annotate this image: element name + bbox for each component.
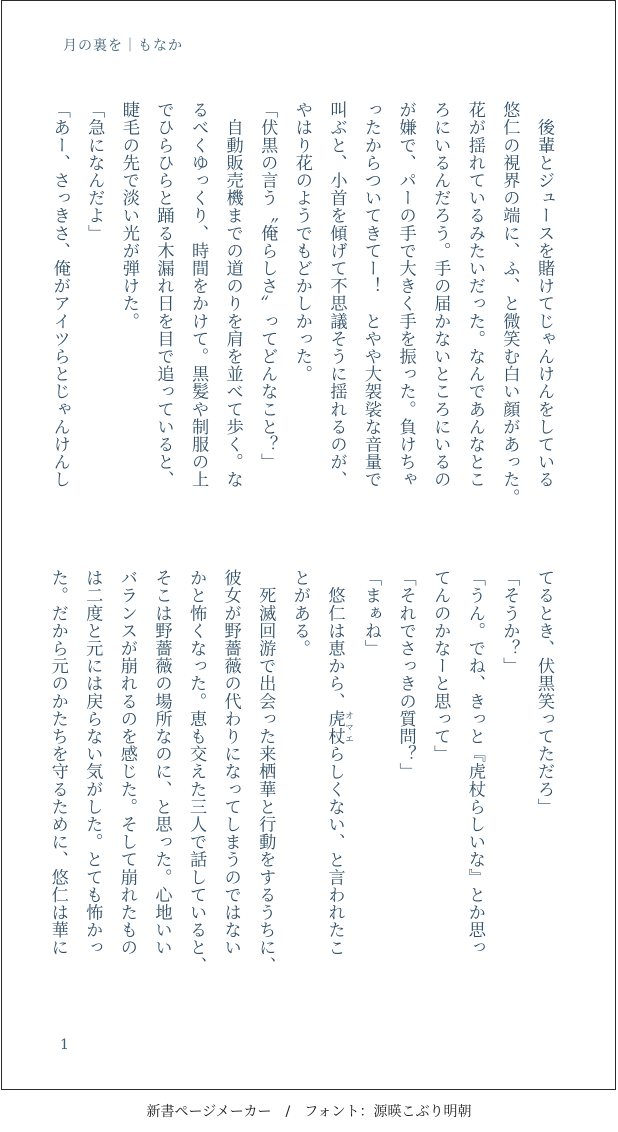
text-line: やはり花のようでもどかしかった。 [291,101,312,383]
page-number: 1 [60,1037,69,1053]
text-line: 死滅回游で出会った来栖華と行動をするうちに、 [255,569,276,974]
text-line: 後輩とジュースを賭けてじゃんけんをしている [534,101,554,489]
text-line: てんのかなーと思って」 [430,569,451,763]
text-line: 「そうか？」 [499,569,520,675]
text-line: バランスが崩れるのを感じた。そして崩れたもの [116,569,137,957]
text-line: 彼女が野薔薇の代わりになってしまうのではない [220,569,241,957]
text-fragment: らしくない、と言われたこ [324,745,345,957]
text-line: 睫毛の先で淡い光が弾けた。 [118,101,139,330]
text-line: 「伏黒の言う〝俺らしさ〟ってどんなこと？」 [257,101,278,471]
text-line: ろにいるんだろう。手の届かないところにいるの [430,101,451,489]
ruby-annotation [324,709,354,746]
book-page [1,0,616,1090]
text-line: た。だから元のかたちを守るために、悠仁は華に [47,569,68,957]
text-line: 悠仁の視界の端に、ふ、と微笑む白い顔があった。 [499,101,520,506]
text-line: でひらひらと踊る木漏れ日を目で追っていると、 [153,101,174,489]
page-header-title: 月の裏を｜もなか [63,38,183,54]
lower-text-block [47,569,561,989]
text-line: 自動販売機までの道のりを肩を並べて歩く。な [222,101,243,489]
text-fragment: 悠仁は恵から、 [324,569,345,710]
text-line: 「それでさっきの質問？」 [395,569,416,781]
text-line: るべくゆっくり、時間をかけて。黒髪や制服の上 [188,101,209,489]
text-line: 叫ぶと、小首を傾げて不思議そうに揺れるのが、 [326,101,347,489]
text-line: とがある。 [289,569,310,657]
text-line: てるとき、伏黒笑ってただろ」 [534,569,554,816]
footer-credit: 新書ページメーカー / フォント：源暎こぶり明朝 [146,1104,472,1120]
text-line: が嫌で、パーの手で大きく手を振った。負けちゃ [395,101,416,489]
text-line: 花が揺れているみたいだった。なんであんなとこ [464,101,485,489]
text-line: 「まぁね」 [361,569,382,657]
text-line-with-ruby [317,569,354,989]
text-line: そこは野薔薇の場所なのに、と思った。心地いい [151,569,172,957]
text-line: は二度と元には戻らない気がした。とても怖かっ [82,569,103,957]
ruby-base: 虎杖 [324,709,345,746]
ruby-reading: オマエ [343,709,354,745]
upper-text-block [49,101,561,521]
text-line: 「あー、さっきさ、俺がアイツらとじゃんけんし [49,101,70,489]
text-line: かと怖くなった。恵も交えた三人で話していると、 [186,569,207,974]
text-line: 「うん。でね、きっと『虎杖らしいな』とか思っ [464,569,485,957]
text-line: 「急になんだよ」 [84,101,105,242]
text-line: ったからついてきてー！ とやや大袈裟な音量で [361,101,382,489]
